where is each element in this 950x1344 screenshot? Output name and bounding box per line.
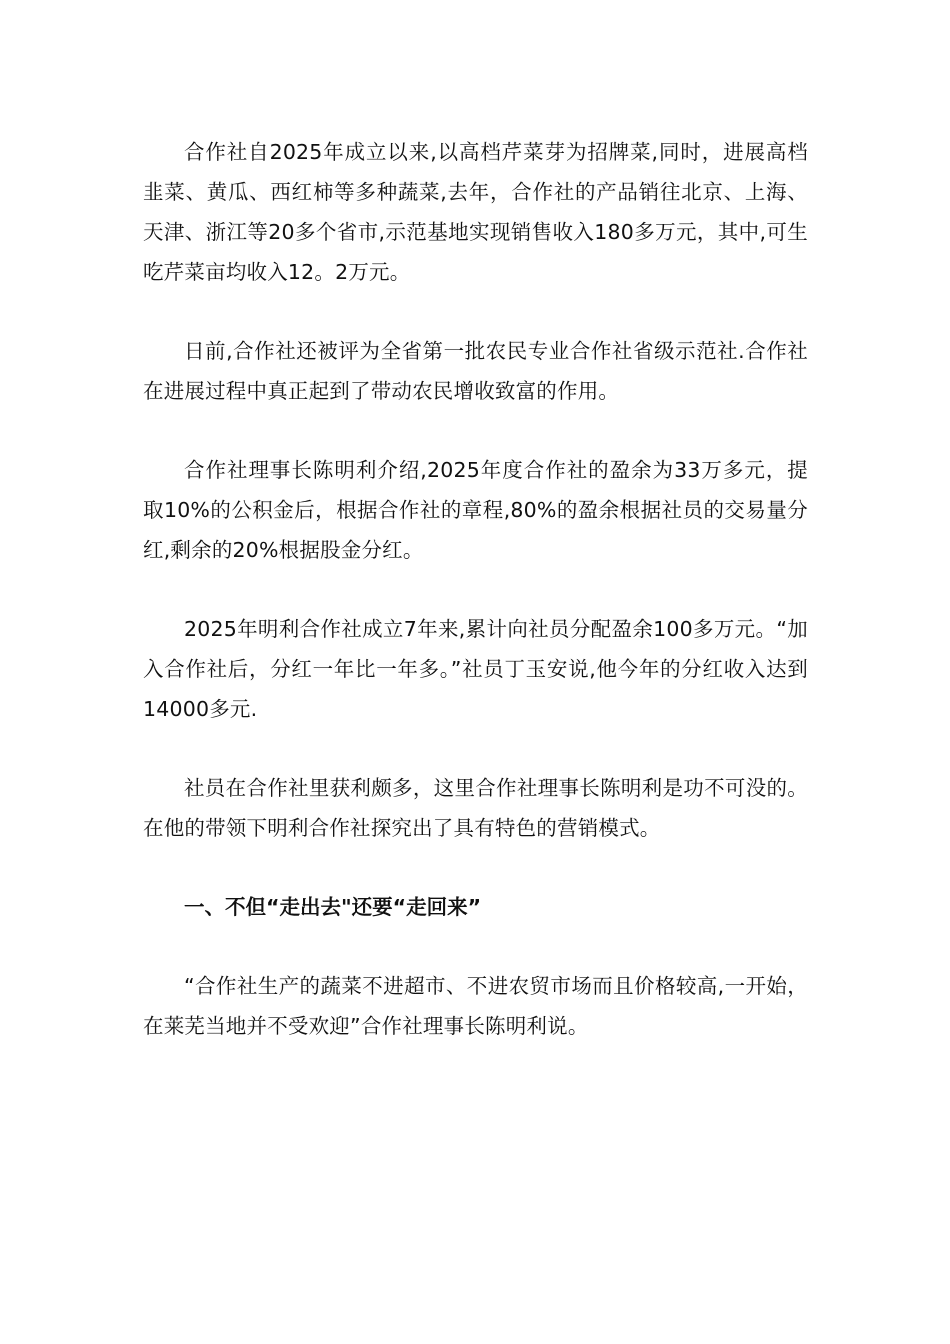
- section-heading: 一、不但“走出去"还要“走回来”: [184, 895, 482, 919]
- document-body: [143, 132, 808, 1046]
- paragraph-marketing: 社员在合作社里获利颇多，这里合作社理事长陈明利是功不可没的。在他的带领下明利合作社探究出了具有特色的营销模式。: [143, 776, 808, 840]
- paragraph-dividends: 2025年明利合作社成立7年来,累计向社员分配盈余100多万元。“加入合作社后，分红一年比一年多。”社员丁玉安说,他今年的分红收入达到14000多元.: [143, 617, 808, 721]
- paragraph-closing: “合作社生产的蔬菜不进超市、不进农贸市场而且价格较高,一开始，在莱芜当地并不受欢迎”合作社理事长陈明利说。: [143, 974, 808, 1038]
- paragraph-founding: 合作社自2025年成立以来,以高档芹菜芽为招牌菜,同时，进展高档韭菜、黄瓜、西红柿等多种蔬菜,去年，合作社的产品销往北京、上海、天津、浙江等20多个省市,示范基地实现销售收入180多万元，其中,可生吃芹菜亩均收入12。2万元。: [143, 140, 808, 284]
- paragraph-award: 日前,合作社还被评为全省第一批农民专业合作社省级示范社.合作社在进展过程中真正起到了带动农民增收致富的作用。: [143, 339, 808, 403]
- paragraph-surplus: 合作社理事长陈明利介绍,2025年度合作社的盈余为33万多元，提取10%的公积金后，根据合作社的章程,80%的盈余根据社员的交易量分红,剩余的20%根据股金分红。: [143, 458, 808, 562]
